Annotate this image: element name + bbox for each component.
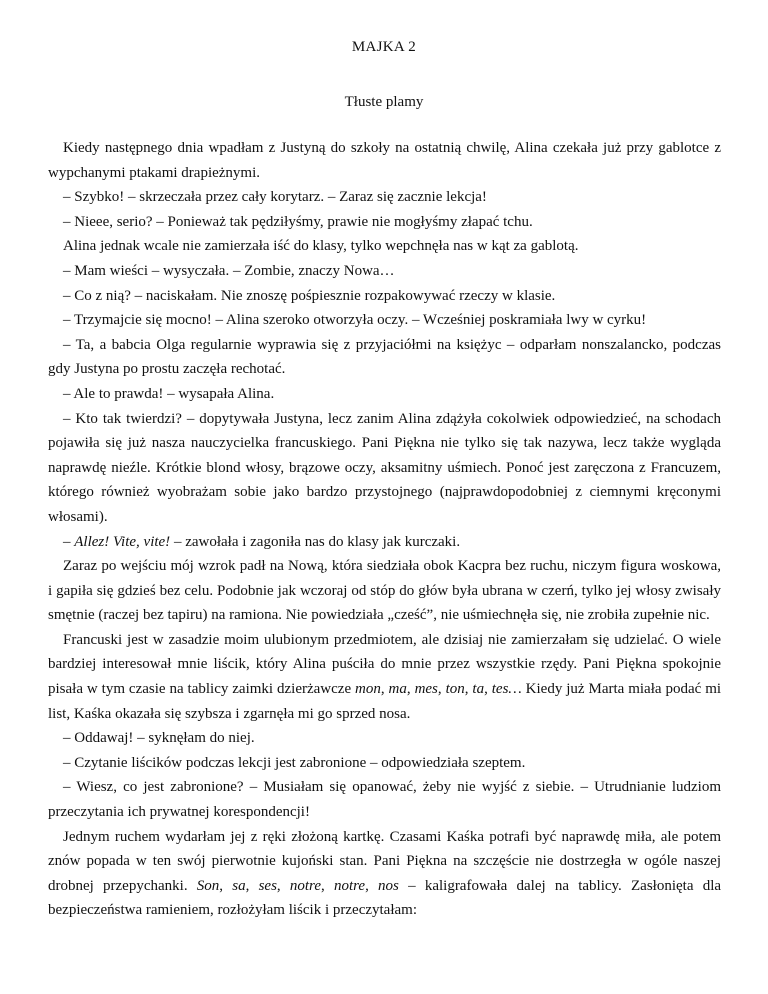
italic-text: notre bbox=[289, 877, 321, 894]
italic-text: Son bbox=[196, 877, 220, 894]
paragraph: – Nieee, serio? – Ponieważ tak pędziłyśmy, prawie nie mogłyśmy złapać tchu. bbox=[63, 213, 533, 230]
paragraph-text: Kiedy już Marta miała podać mi list, Kaśka okazała się szybsza i zgarnęła mi go sprzed nosa. bbox=[48, 681, 722, 722]
paragraph-text: – zawołała i zagoniła nas do klasy jak kurczaki. bbox=[173, 533, 461, 550]
body-text bbox=[48, 136, 721, 923]
italic-text: mon bbox=[355, 681, 381, 698]
italic-text: Allez! Vite, vite! bbox=[74, 533, 171, 550]
italic-text: sa bbox=[232, 877, 246, 894]
paragraph-text: Jednym ruchem wydarłam jej z ręki złożoną kartkę. Czasami Kaśka potrafi być naprawdę miła, ale potem znów popada w ten swój pierwotnie kujoński stan. Pani Piękna na szczęście nie dostrzegła w ogóle naszej drobnej przepychanki. bbox=[48, 828, 721, 894]
paragraph: – Czytanie liścików podczas lekcji jest zabronione – odpowiedziała szeptem. bbox=[63, 754, 526, 771]
paragraph: Kiedy następnego dnia wpadłam z Justyną do szkoły na ostatnią chwilę, Alina czekała już przy gablotce z wypchanymi ptakami drapieżnymi. bbox=[48, 140, 721, 181]
paragraph: Zaraz po wejściu mój wzrok padł na Nową, która siedziała obok Kacpra bez ruchu, niczym figura woskowa, i gapiła się gdzieś bez celu. Podobnie jak wczoraj od stóp do głów była ubrana w czerń, tylko jej włosy zwisały smętnie (raczej bez tapiru) na ramiona. Nie powiedziała „cześć”, nie uśmiechnęła się, nie zrobiła zupełnie nic. bbox=[48, 558, 721, 624]
paragraph: – Kto tak twierdzi? – dopytywała Justyna, lecz zanim Alina zdążyła cokolwiek odpowiedzieć, na schodach pojawiła się już nasza nauczycielka francuskiego. Pani Piękna nie tylko się tak nazywa, lecz także wygląda naprawdę nieźle. Krótkie blond włosy, brązowe oczy, aksamitny uśmiech. Ponoć jest zaręczona z Francuzem, którego również wyobrażam sobie jako bardzo przystojnego (najprawdopodobniej z ciemnymi kręconymi włosami). bbox=[48, 410, 721, 525]
italic-text: mes bbox=[414, 681, 438, 698]
paragraph: – Ale to prawda! – wysapała Alina. bbox=[63, 385, 275, 402]
paragraph: – Allez! Vite, vite! – zawołała i zagoniła nas do klasy jak kurczaki. bbox=[63, 533, 461, 550]
italic-text: ses bbox=[258, 877, 277, 894]
paragraph: – Trzymajcie się mocno! – Alina szeroko otworzyła oczy. – Wcześniej poskramiała lwy w cyrku! bbox=[63, 312, 647, 329]
paragraph-text: Francuski jest w zasadzie moim ulubionym przedmiotem, ale dzisiaj nie zamierzałam się udzielać. O wiele bardziej interesował mnie liścik, który Alina puściła do mnie przez wszystkie rzędy. Pani Piękna spokojnie pisała w tym czasie na tablicy zaimki dzierżawcze bbox=[48, 631, 721, 698]
book-title: MAJKA 2 bbox=[351, 39, 417, 55]
paragraph: – Co z nią? – naciskałam. Nie znoszę pośpiesznie rozpakowywać rzeczy w klasie. bbox=[63, 287, 556, 304]
chapter-title: Tłuste plamy bbox=[344, 94, 424, 110]
italic-text: ma bbox=[388, 681, 407, 698]
italic-text: notre bbox=[333, 877, 366, 894]
paragraph: – Wiesz, co jest zabronione? – Musiałam się opanować, żeby nie wyjść z siebie. – Utrudnianie ludziom przeczytania ich prywatnej korespondencji! bbox=[48, 779, 721, 821]
italic-text: ta bbox=[472, 681, 485, 698]
paragraph-text: – kaligrafowała dalej na tablicy. Zasłonięta dla bezpieczeństwa ramieniem, rozłożyłam liścik i przeczytałam: bbox=[48, 877, 722, 919]
paragraph: – Oddawaj! – syknęłam do niej. bbox=[63, 730, 255, 747]
paragraph: – Szybko! – skrzeczała przez cały korytarz. – Zaraz się zacznie lekcja! bbox=[63, 189, 487, 206]
italic-text: tes… bbox=[491, 681, 522, 698]
paragraph: Jednym ruchem wydarłam jej z ręki złożoną kartkę. Czasami Kaśka potrafi być naprawdę miła, ale potem znów popada w ten swój pierwotnie kujoński stan. Pani Piękna na szczęście nie dostrzegła w ogóle naszej drobnej przepychanki. Son, sa, ses, notre, notre, nos – kaligrafowała dalej na tablicy. Zasłonięta dla bezpieczeństwa ramieniem, rozłożyłam liścik i przeczytałam: bbox=[48, 828, 722, 919]
paragraph: Alina jednak wcale nie zamierzała iść do klasy, tylko wepchnęła nas w kąt za gablotą. bbox=[63, 238, 579, 255]
italic-text: ton bbox=[445, 681, 465, 698]
paragraph: – Mam wieści – wysyczała. – Zombie, znaczy Nowa… bbox=[63, 262, 395, 279]
paragraph: Francuski jest w zasadzie moim ulubionym przedmiotem, ale dzisiaj nie zamierzałam się udzielać. O wiele bardziej interesował mnie liścik, który Alina puściła do mnie przez wszystkie rzędy. Pani Piękna spokojnie pisała w tym czasie na tablicy zaimki dzierżawcze mon, ma, mes, ton, ta, tes… Kiedy już Marta miała podać mi list, Kaśka okazała się szybsza i zgarnęła mi go sprzed nosa. bbox=[48, 631, 722, 722]
italic-text: nos bbox=[378, 877, 399, 894]
paragraph: – Ta, a babcia Olga regularnie wyprawia się z przyjaciółmi na księżyc – odparłam nonszalancko, podczas gdy Justyna po prostu zaczęła rechotać. bbox=[48, 336, 721, 378]
